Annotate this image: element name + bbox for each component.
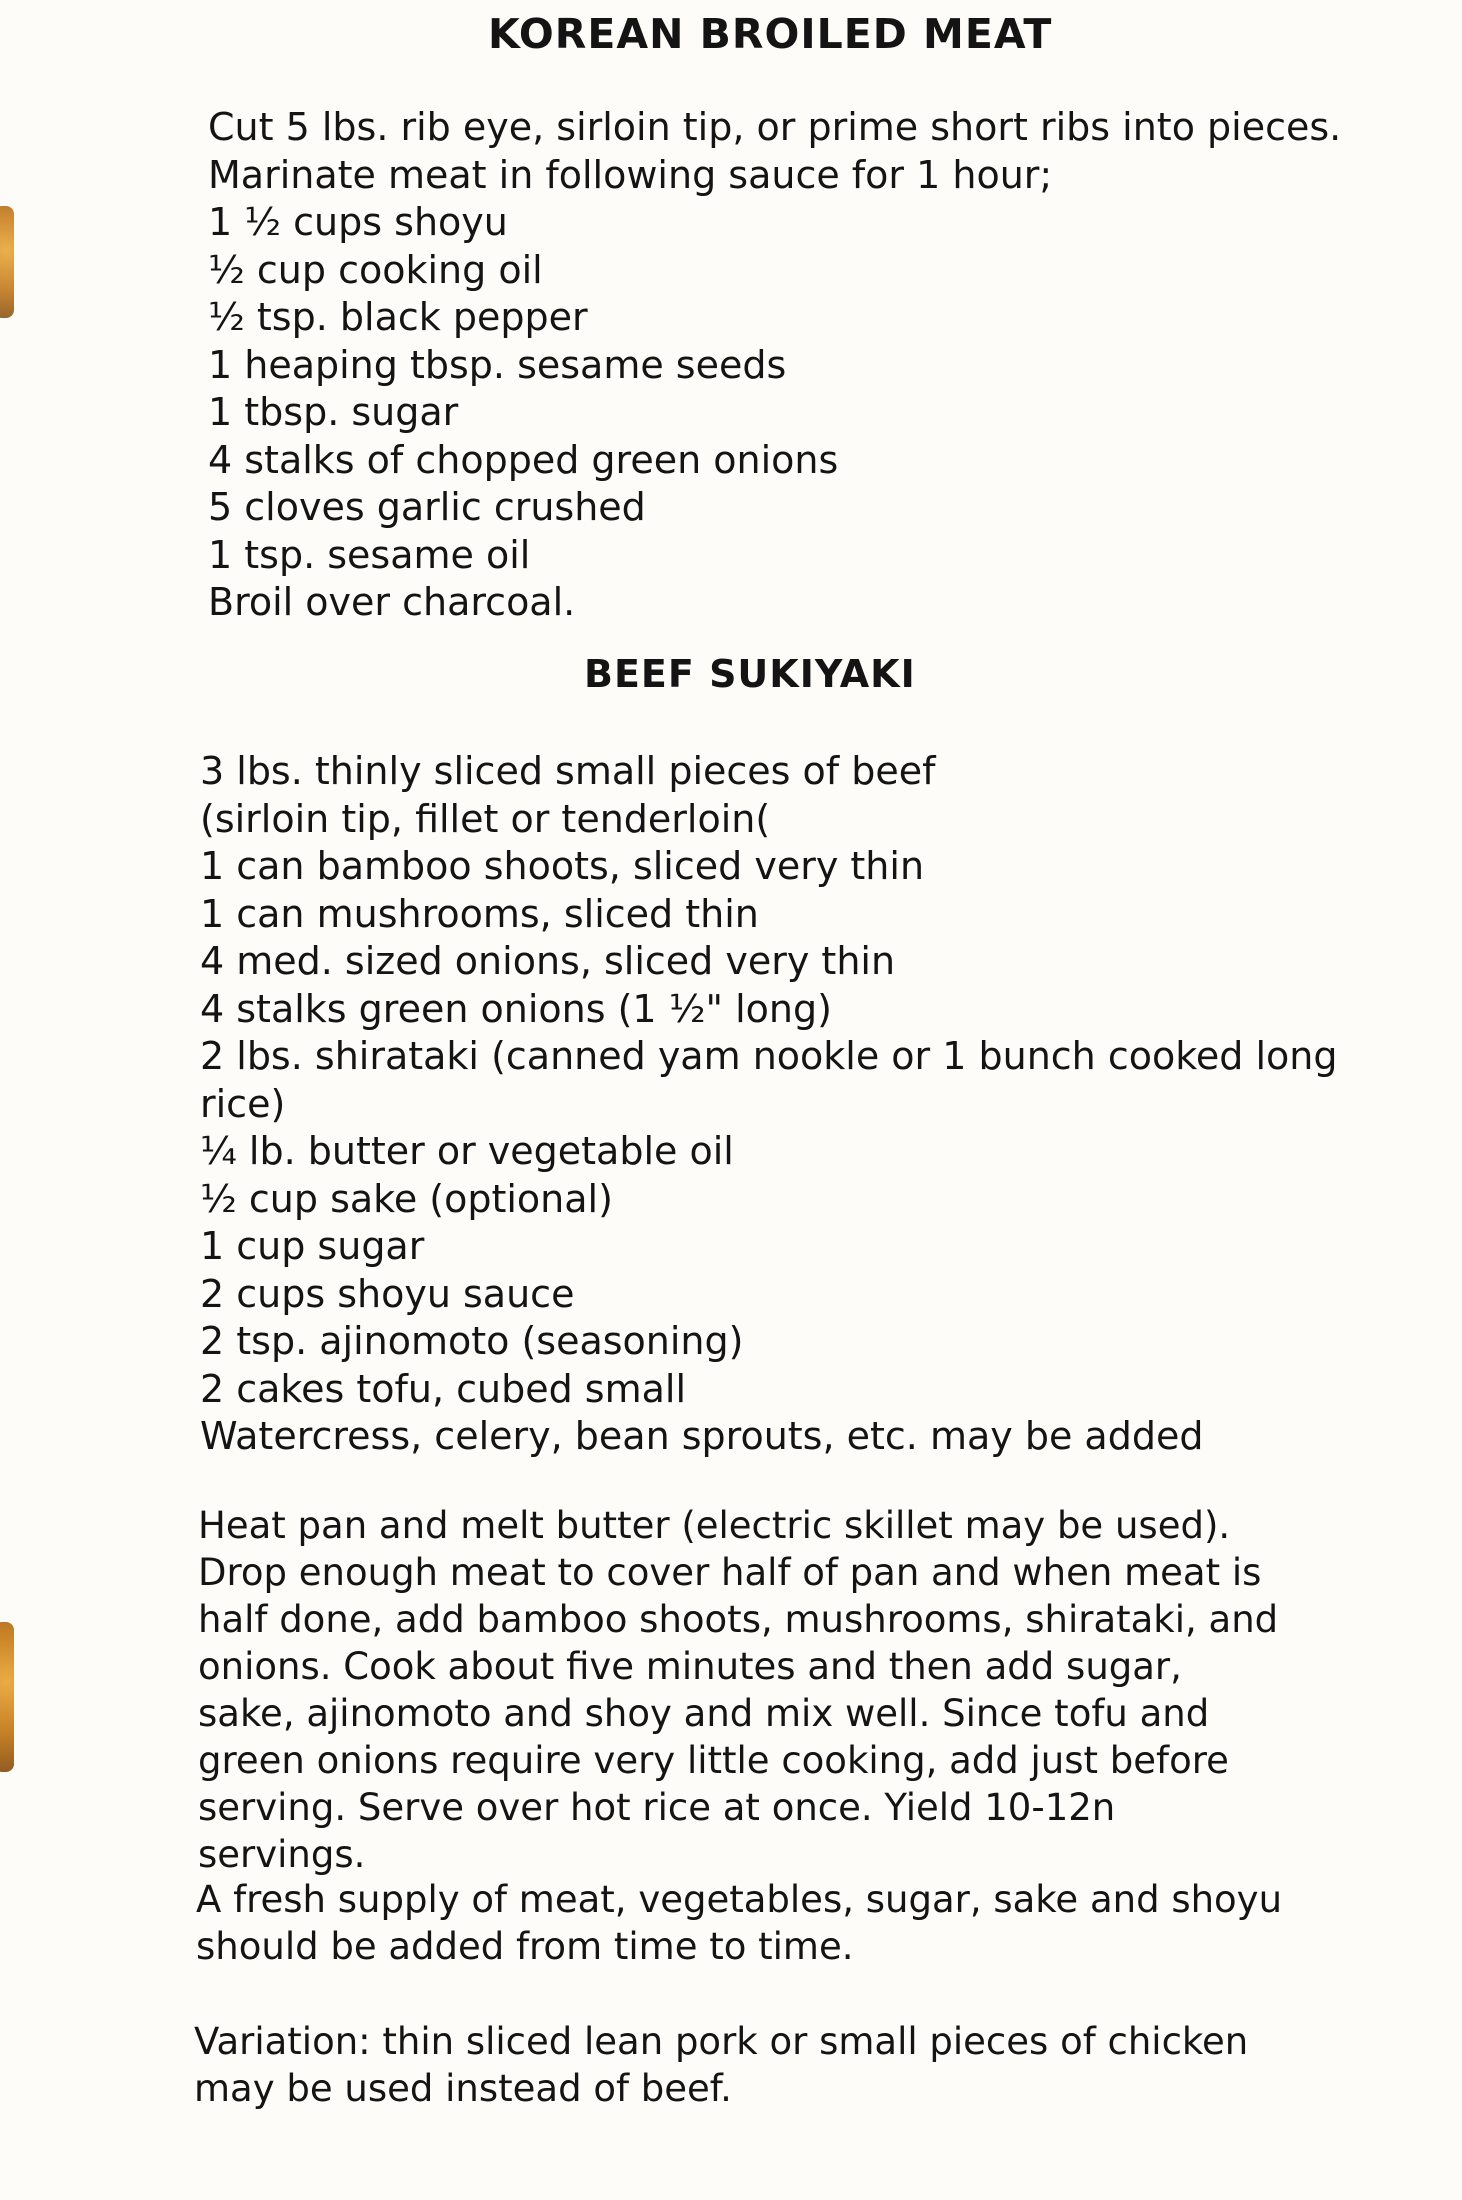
ingredient-line: Watercress, celery, bean sprouts, etc. may be added	[200, 1414, 1204, 1458]
recipe-line: Cut 5 lbs. rib eye, sirloin tip, or prime short ribs into pieces.	[208, 105, 1342, 149]
ingredient-line: ½ tsp. black pepper	[208, 295, 588, 339]
ingredient-line: 1 can bamboo shoots, sliced very thin	[200, 844, 925, 888]
ingredient-line: 1 cup sugar	[200, 1224, 425, 1268]
beef-sukiyaki-variation-note: Variation: thin sliced lean pork or small pieces of chicken may be used instead of beef.	[194, 2020, 1249, 2110]
ingredient-line: 1 heaping tbsp. sesame seeds	[208, 342, 787, 387]
beef-sukiyaki-directions: Heat pan and melt butter (electric skillet may be used). Drop enough meat to cover half of pan and when meat is half done, add bamboo shoots, mushrooms, shirataki, and onions. Cook about five minutes and then add sugar, sake, ajinomoto and shoy and mix well. Since tofu and green onions require very little cooking, add just before serving. Serve over hot rice at once. Yield 10-12n servings.	[198, 1504, 1279, 1876]
ingredient-line: ½ cup cooking oil	[208, 247, 543, 292]
ingredient-line: 2 cakes tofu, cubed small	[200, 1366, 687, 1411]
korean-broiled-meat-ingredients	[208, 104, 1341, 627]
ingredient-line: 3 lbs. thinly sliced small pieces of beef	[200, 749, 936, 793]
page-stain-mark	[0, 1622, 14, 1772]
ingredient-line: 4 med. sized onions, sliced very thin	[200, 939, 896, 983]
recipe-line: Marinate meat in following sauce for 1 hour;	[208, 152, 1053, 197]
ingredient-line: 4 stalks green onions (1 ½" long)	[200, 986, 832, 1031]
ingredient-line: 1 tbsp. sugar	[208, 390, 459, 434]
ingredient-line: ½ cup sake (optional)	[200, 1176, 613, 1221]
page-stain-mark	[0, 206, 14, 318]
ingredient-line: 2 lbs. shirataki (canned yam nookle or 1 bunch cooked long	[200, 1034, 1338, 1078]
recipe-line: Broil over charcoal.	[208, 580, 576, 624]
ingredient-line: ¼ lb. butter or vegetable oil	[200, 1129, 734, 1173]
ingredient-line: 2 tsp. ajinomoto (seasoning)	[200, 1319, 744, 1363]
ingredient-line: 1 can mushrooms, sliced thin	[200, 891, 759, 936]
ingredient-line: 1 tsp. sesame oil	[208, 532, 531, 577]
beef-sukiyaki-supply-note: A fresh supply of meat, vegetables, sugar, sake and shoyu should be added from time to time.	[196, 1878, 1283, 1968]
ingredient-line: (sirloin tip, fillet or tenderloin(	[200, 796, 771, 841]
ingredient-line: 5 cloves garlic crushed	[208, 485, 646, 529]
recipe-title-beef-sukiyaki: BEEF SUKIYAKI	[584, 652, 916, 696]
ingredient-line: 2 cups shoyu sauce	[200, 1271, 575, 1316]
ingredient-line: 1 ½ cups shoyu	[208, 200, 508, 244]
recipe-title-korean-broiled-meat: KOREAN BROILED MEAT	[488, 10, 1053, 58]
beef-sukiyaki-ingredients	[200, 748, 1337, 1461]
ingredient-line: 4 stalks of chopped green onions	[208, 437, 839, 482]
ingredient-line: rice)	[200, 1081, 286, 1126]
